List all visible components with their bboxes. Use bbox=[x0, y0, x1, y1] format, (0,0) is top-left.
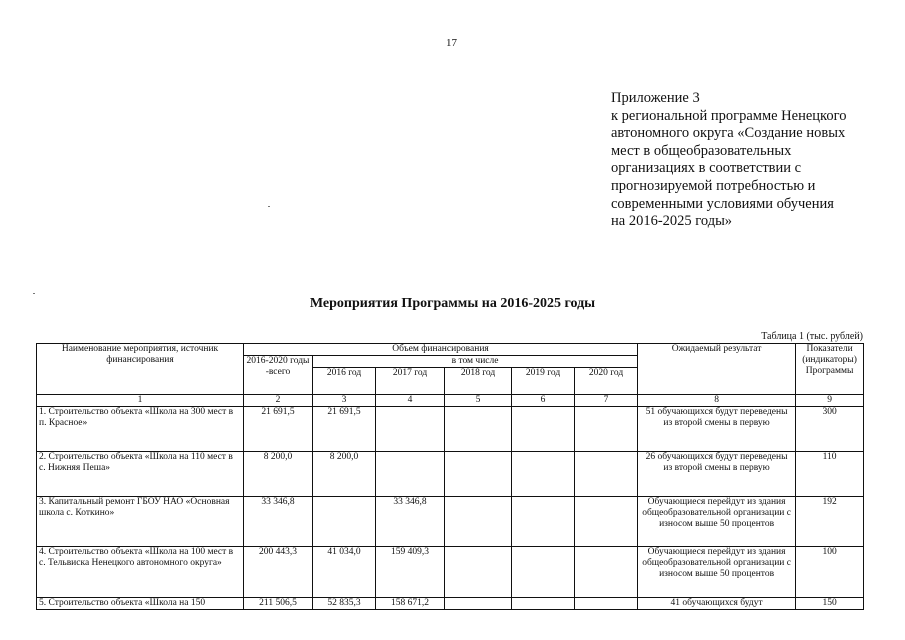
scan-speck bbox=[33, 293, 35, 294]
appendix-line: автономного округа «Создание новых bbox=[611, 125, 846, 142]
appendix-line: современными условиями обучения bbox=[611, 195, 834, 212]
indicator-value: 300 bbox=[796, 407, 864, 452]
expected-result: Обучающиеся перейдут из здания общеобразовательной организации с износом выше 50 процентов bbox=[638, 497, 796, 547]
column-number: 4 bbox=[376, 395, 445, 407]
table-row bbox=[37, 547, 864, 598]
expected-result: 41 обучающихся будут bbox=[638, 598, 796, 610]
value-2017: 159 409,3 bbox=[376, 547, 445, 598]
indicator-value: 110 bbox=[796, 452, 864, 497]
appendix-line: на 2016-2025 годы» bbox=[611, 213, 733, 230]
header-result: Ожидаемый результат bbox=[638, 344, 796, 395]
value-2020 bbox=[575, 497, 638, 547]
appendix-line: Приложение 3 bbox=[611, 90, 700, 106]
value-2020 bbox=[575, 452, 638, 497]
value-2017: 158 671,2 bbox=[376, 598, 445, 610]
total-value: 33 346,8 bbox=[244, 497, 313, 547]
value-2016: 8 200,0 bbox=[313, 452, 376, 497]
header-indicators: Показатели (индикаторы) Программы bbox=[796, 344, 864, 395]
value-2020 bbox=[575, 547, 638, 598]
document-title: Мероприятия Программы на 2016-2025 годы bbox=[309, 296, 596, 311]
value-2016 bbox=[313, 497, 376, 547]
expected-result: Обучающиеся перейдут из здания общеобразовательной организации с износом выше 50 процентов bbox=[638, 547, 796, 598]
column-number: 7 bbox=[575, 395, 638, 407]
header-year-2018: 2018 год bbox=[445, 368, 512, 395]
total-value: 200 443,3 bbox=[244, 547, 313, 598]
value-2018 bbox=[445, 598, 512, 610]
value-2019 bbox=[512, 497, 575, 547]
header-funding: Объем финансирования bbox=[244, 344, 638, 356]
column-number: 6 bbox=[512, 395, 575, 407]
column-number: 1 bbox=[37, 395, 244, 407]
total-value: 211 506,5 bbox=[244, 598, 313, 610]
value-2016: 21 691,5 bbox=[313, 407, 376, 452]
value-2017 bbox=[376, 452, 445, 497]
table-row bbox=[37, 598, 864, 610]
column-number: 8 bbox=[638, 395, 796, 407]
value-2019 bbox=[512, 598, 575, 610]
header-including: в том числе bbox=[313, 356, 638, 368]
header-name: Наименование мероприятия, источник финансирования bbox=[37, 344, 244, 395]
value-2017 bbox=[376, 407, 445, 452]
activity-name: 1. Строительство объекта «Школа на 300 мест в п. Красное» bbox=[37, 407, 244, 452]
appendix-line: к региональной программе Ненецкого bbox=[611, 107, 847, 124]
page-number: 17 bbox=[446, 37, 457, 49]
table-caption: Таблица 1 (тыс. рублей) bbox=[761, 331, 863, 342]
value-2016: 41 034,0 bbox=[313, 547, 376, 598]
value-2018 bbox=[445, 407, 512, 452]
indicator-value: 100 bbox=[796, 547, 864, 598]
appendix-line: организациях в соответствии с bbox=[611, 160, 802, 177]
value-2020 bbox=[575, 598, 638, 610]
table-row bbox=[37, 407, 864, 452]
table-row bbox=[37, 497, 864, 547]
column-number: 2 bbox=[244, 395, 313, 407]
value-2018 bbox=[445, 452, 512, 497]
expected-result: 26 обучающихся будут переведены из второй смены в первую bbox=[638, 452, 796, 497]
activity-name: 5. Строительство объекта «Школа на 150 bbox=[37, 598, 244, 610]
value-2019 bbox=[512, 452, 575, 497]
header-year-2017: 2017 год bbox=[376, 368, 445, 395]
scan-speck bbox=[268, 206, 270, 207]
column-number: 9 bbox=[796, 395, 864, 407]
activity-name: 2. Строительство объекта «Школа на 110 мест в с. Нижняя Пеша» bbox=[37, 452, 244, 497]
activity-name: 3. Капитальный ремонт ГБОУ НАО «Основная школа с. Коткино» bbox=[37, 497, 244, 547]
value-2019 bbox=[512, 407, 575, 452]
header-year-2020: 2020 год bbox=[575, 368, 638, 395]
appendix-note bbox=[611, 90, 871, 231]
expected-result: 51 обучающихся будут переведены из второй смены в первую bbox=[638, 407, 796, 452]
total-value: 8 200,0 bbox=[244, 452, 313, 497]
value-2016: 52 835,3 bbox=[313, 598, 376, 610]
header-total: 2016-2020 годы -всего bbox=[244, 356, 313, 395]
column-number: 5 bbox=[445, 395, 512, 407]
table-row bbox=[37, 452, 864, 497]
value-2018 bbox=[445, 497, 512, 547]
column-number: 3 bbox=[313, 395, 376, 407]
value-2017: 33 346,8 bbox=[376, 497, 445, 547]
activity-name: 4. Строительство объекта «Школа на 100 мест в с. Тельвиска Ненецкого автономного округа» bbox=[37, 547, 244, 598]
appendix-line: мест в общеобразовательных bbox=[611, 142, 792, 159]
activities-table bbox=[36, 343, 864, 610]
value-2018 bbox=[445, 547, 512, 598]
appendix-line: прогнозируемой потребностью и bbox=[611, 177, 816, 194]
header-year-2016: 2016 год bbox=[313, 368, 376, 395]
value-2020 bbox=[575, 407, 638, 452]
indicator-value: 150 bbox=[796, 598, 864, 610]
header-year-2019: 2019 год bbox=[512, 368, 575, 395]
indicator-value: 192 bbox=[796, 497, 864, 547]
total-value: 21 691,5 bbox=[244, 407, 313, 452]
value-2019 bbox=[512, 547, 575, 598]
